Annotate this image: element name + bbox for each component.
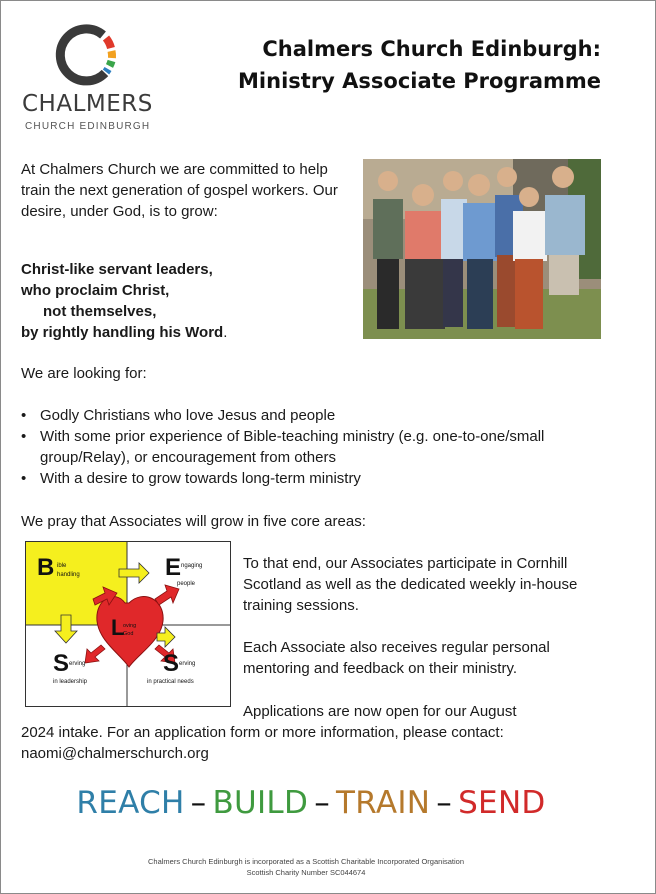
vision-line-4 (21, 322, 341, 343)
list-item: • With a desire to grow towards long-term ministry (21, 468, 621, 489)
slogan-reach: REACH (76, 785, 185, 821)
slogan-train: TRAIN (336, 785, 431, 821)
s1-letter: S (53, 650, 70, 677)
title-line-2: Ministry Associate Programme (238, 69, 601, 93)
vision-line-2: who proclaim Christ, (21, 282, 170, 299)
applications-paragraph (21, 701, 621, 764)
b-rest: ible (57, 563, 67, 569)
chalmers-logo (19, 21, 159, 136)
mentoring-paragraph: Each Associate also receives regular personal mentoring and feedback on their ministry. (243, 639, 550, 677)
slogan-build: BUILD (212, 785, 309, 821)
e-word2: people (177, 581, 196, 587)
list-item: • With some prior experience of Bible-teaching ministry (e.g. one-to-one/small group/Relay), or encouragement from others (21, 426, 621, 468)
vision-line-4-text: by rightly handling his Word (21, 324, 224, 341)
looking-for-heading: We are looking for: (21, 365, 147, 382)
s2-rest: erving (179, 661, 196, 667)
training-paragraph: To that end, our Associates participate in Cornhill Scotland as well as the dedicated weekly in-house training sessions. (243, 555, 578, 614)
requirements-list (21, 405, 621, 489)
diagram-graphic (25, 541, 231, 707)
ring-logo-icon (55, 21, 121, 87)
slogan (1, 785, 621, 821)
applications-rest: 2024 intake. For an application form or more information, please contact: naomi@chalmerschurch.org (21, 724, 504, 762)
training-description (243, 553, 603, 700)
s2-word2: in practical needs (147, 679, 194, 685)
vision-period: . (223, 324, 228, 341)
logo-subtitle: CHURCH EDINBURGH (25, 121, 151, 132)
s2-letter: S (163, 650, 180, 677)
l-rest: oving (123, 623, 137, 629)
title-line-1: Chalmers Church Edinburgh: (262, 37, 601, 61)
slogan-send: SEND (458, 785, 546, 821)
page-title (201, 33, 601, 97)
group-photo-icon (363, 159, 601, 339)
e-letter: E (165, 554, 182, 581)
vision-line-3: not themselves, (43, 303, 157, 320)
core-areas-diagram (25, 541, 231, 707)
s1-word2: in leadership (53, 679, 88, 685)
group-photo (363, 159, 601, 339)
slogan-dash: – (190, 785, 207, 821)
footer (1, 856, 611, 878)
vision-line-1: Christ-like servant leaders, (21, 261, 213, 278)
l-word2: God (123, 631, 134, 637)
footer-line-2: Scottish Charity Number SC044674 (246, 868, 366, 877)
vision-statement (21, 259, 341, 343)
b-letter: B (37, 554, 55, 581)
logo-wordmark: CHALMERS (22, 91, 153, 117)
e-rest: ngaging (181, 563, 203, 569)
s1-rest: erving (69, 661, 86, 667)
b-word2: handling (57, 572, 80, 578)
slogan-dash: – (314, 785, 330, 821)
list-item: • Godly Christians who love Jesus and people (21, 405, 621, 426)
intro-paragraph: At Chalmers Church we are committed to help train the next generation of gospel workers. Our desire, under God, is to grow: (21, 161, 338, 220)
core-areas-heading: We pray that Associates will grow in five core areas: (21, 513, 366, 530)
l-letter: L (111, 615, 125, 640)
slogan-dash: – (436, 785, 453, 821)
footer-line-1: Chalmers Church Edinburgh is incorporated as a Scottish Charitable Incorporated Organisation (148, 857, 464, 866)
applications-line-1: Applications are now open for our August (243, 703, 517, 720)
